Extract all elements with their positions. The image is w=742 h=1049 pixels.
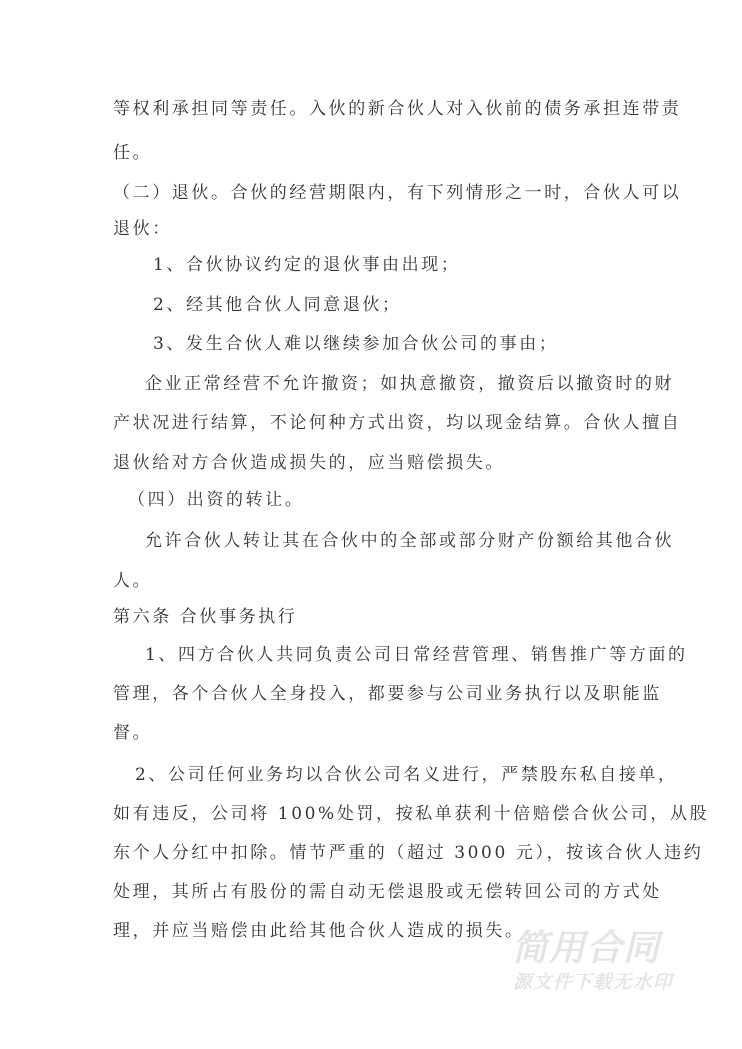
section-heading-transfer: （四）出资的转让。 xyxy=(128,490,305,510)
paragraph-line: 2、公司任何业务均以合伙公司名义进行，严禁股东私自接单， xyxy=(135,765,678,785)
article-heading: 第六条 合伙事务执行 xyxy=(113,607,298,627)
paragraph-line: 退伙给对方合伙造成损失的，应当赔偿损失。 xyxy=(113,453,505,473)
section-heading-withdrawal: （二）退伙。合伙的经营期限内，有下列情形之一时，合伙人可以 xyxy=(113,183,682,203)
paragraph-line: 允许合伙人转让其在合伙中的全部或部分财产份额给其他合伙 xyxy=(145,531,675,551)
text-line: 任。 xyxy=(113,143,153,163)
paragraph-line: 企业正常经营不允许撤资；如执意撤资，撤资后以撤资时的财 xyxy=(145,374,675,394)
paragraph-line: 东个人分红中扣除。情节严重的（超过 3000 元），按该合伙人违约 xyxy=(113,843,704,863)
text-line: 退伙： xyxy=(113,219,172,239)
paragraph-line: 人。 xyxy=(113,571,153,591)
watermark-subtitle: 源文件下载无水印 xyxy=(513,972,674,993)
paragraph-line: 理，并应当赔偿由此给其他合伙人造成的损失。 xyxy=(113,921,525,941)
paragraph-line: 1、四方合伙人共同负责公司日常经营管理、销售推广等方面的 xyxy=(145,645,688,665)
paragraph-line: 督。 xyxy=(113,723,153,743)
list-item: 2、经其他合伙人同意退伙； xyxy=(153,295,402,315)
paragraph-line: 如有违反，公司将 100%处罚，按私单获利十倍赔偿合伙公司，从股 xyxy=(113,804,710,824)
list-item: 1、合伙协议约定的退伙事由出现； xyxy=(153,255,461,275)
text-line: 等权利承担同等责任。入伙的新合伙人对入伙前的债务承担连带责 xyxy=(113,99,682,119)
list-item: 3、发生合伙人难以继续参加合伙公司的事由； xyxy=(153,334,559,354)
watermark-title: 简用合同 xyxy=(512,928,661,969)
paragraph-line: 处理，其所占有股份的需自动无偿退股或无偿转回公司的方式处 xyxy=(113,882,662,902)
paragraph-line: 管理，各个合伙人全身投入，都要参与公司业务执行以及职能监 xyxy=(113,684,662,704)
paragraph-line: 产状况进行结算，不论何种方式出资，均以现金结算。合伙人擅自 xyxy=(113,413,682,433)
